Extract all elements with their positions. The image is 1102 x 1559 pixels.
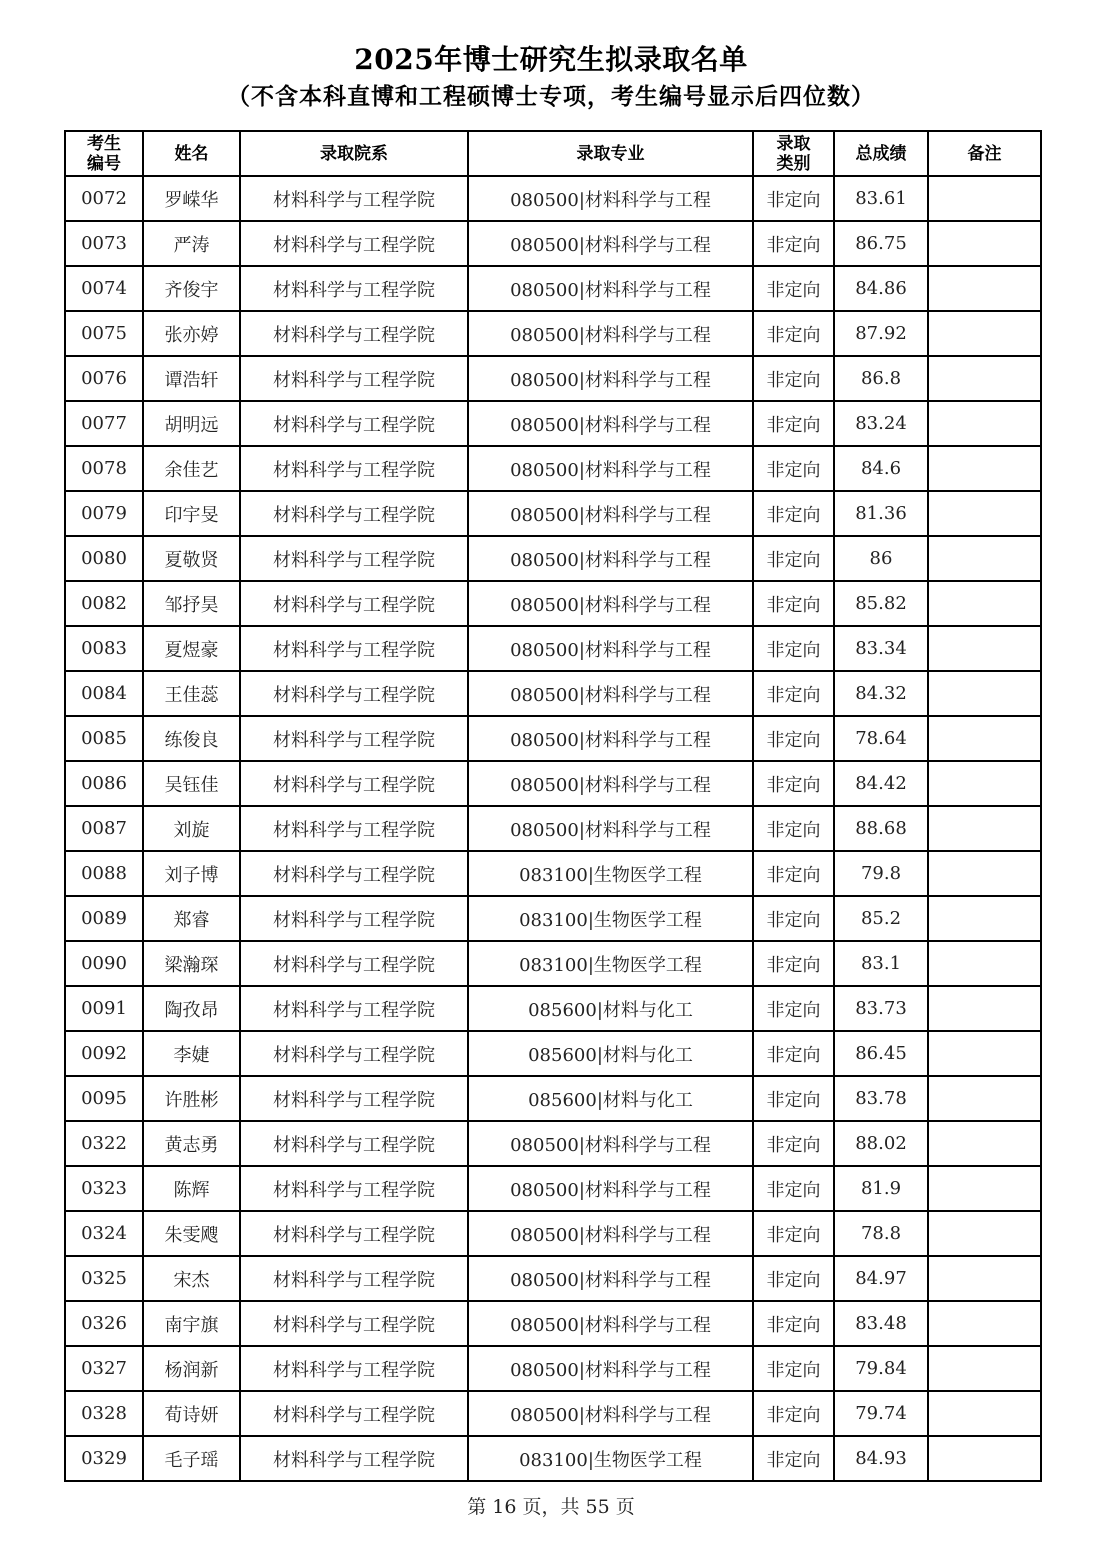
cell-major: 080500|材料科学与工程 (468, 536, 753, 581)
table-body (65, 176, 1041, 1481)
cell-admission-type: 非定向 (753, 266, 834, 311)
cell-name: 荀诗妍 (143, 1391, 240, 1436)
cell-department: 材料科学与工程学院 (240, 221, 468, 266)
cell-candidate-id: 0082 (65, 581, 143, 626)
table-row (65, 896, 1041, 941)
cell-total-score: 83.78 (834, 1076, 928, 1121)
cell-name: 宋杰 (143, 1256, 240, 1301)
cell-major: 080500|材料科学与工程 (468, 176, 753, 221)
cell-name: 陈辉 (143, 1166, 240, 1211)
cell-department: 材料科学与工程学院 (240, 896, 468, 941)
cell-major: 080500|材料科学与工程 (468, 716, 753, 761)
cell-major: 080500|材料科学与工程 (468, 221, 753, 266)
cell-candidate-id: 0322 (65, 1121, 143, 1166)
cell-note (928, 1211, 1041, 1256)
table-row (65, 671, 1041, 716)
cell-total-score: 79.8 (834, 851, 928, 896)
header-total-score: 总成绩 (834, 131, 928, 176)
cell-department: 材料科学与工程学院 (240, 851, 468, 896)
cell-name: 严涛 (143, 221, 240, 266)
cell-name: 练俊良 (143, 716, 240, 761)
cell-total-score: 84.86 (834, 266, 928, 311)
cell-total-score: 83.48 (834, 1301, 928, 1346)
cell-total-score: 86.8 (834, 356, 928, 401)
cell-note (928, 176, 1041, 221)
table-header-row (65, 131, 1041, 176)
cell-candidate-id: 0086 (65, 761, 143, 806)
cell-department: 材料科学与工程学院 (240, 1166, 468, 1211)
cell-candidate-id: 0084 (65, 671, 143, 716)
table-row (65, 806, 1041, 851)
cell-admission-type: 非定向 (753, 356, 834, 401)
cell-candidate-id: 0328 (65, 1391, 143, 1436)
cell-admission-type: 非定向 (753, 1121, 834, 1166)
table-row (65, 1391, 1041, 1436)
cell-total-score: 85.82 (834, 581, 928, 626)
table-row (65, 536, 1041, 581)
table-row (65, 1076, 1041, 1121)
page-footer: 第 16 页，共 55 页 (467, 1496, 635, 1518)
cell-candidate-id: 0083 (65, 626, 143, 671)
table-row (65, 1436, 1041, 1481)
cell-total-score: 81.36 (834, 491, 928, 536)
cell-name: 黄志勇 (143, 1121, 240, 1166)
cell-candidate-id: 0325 (65, 1256, 143, 1301)
cell-name: 刘子博 (143, 851, 240, 896)
cell-total-score: 86.45 (834, 1031, 928, 1076)
cell-note (928, 1391, 1041, 1436)
cell-candidate-id: 0088 (65, 851, 143, 896)
table-row (65, 491, 1041, 536)
cell-department: 材料科学与工程学院 (240, 806, 468, 851)
cell-admission-type: 非定向 (753, 446, 834, 491)
table-row (65, 356, 1041, 401)
table-row (65, 401, 1041, 446)
cell-name: 杨润新 (143, 1346, 240, 1391)
cell-name: 张亦婷 (143, 311, 240, 356)
cell-candidate-id: 0077 (65, 401, 143, 446)
cell-note (928, 626, 1041, 671)
cell-department: 材料科学与工程学院 (240, 761, 468, 806)
cell-candidate-id: 0092 (65, 1031, 143, 1076)
cell-total-score: 88.02 (834, 1121, 928, 1166)
cell-department: 材料科学与工程学院 (240, 356, 468, 401)
cell-name: 吴钰佳 (143, 761, 240, 806)
cell-department: 材料科学与工程学院 (240, 1436, 468, 1481)
cell-department: 材料科学与工程学院 (240, 1301, 468, 1346)
cell-name: 毛子瑶 (143, 1436, 240, 1481)
admission-table (64, 130, 1042, 1482)
table-row (65, 1211, 1041, 1256)
cell-total-score: 84.93 (834, 1436, 928, 1481)
cell-admission-type: 非定向 (753, 221, 834, 266)
cell-admission-type: 非定向 (753, 1166, 834, 1211)
cell-name: 李婕 (143, 1031, 240, 1076)
cell-note (928, 716, 1041, 761)
cell-department: 材料科学与工程学院 (240, 626, 468, 671)
cell-total-score: 79.74 (834, 1391, 928, 1436)
cell-note (928, 491, 1041, 536)
cell-note (928, 941, 1041, 986)
cell-candidate-id: 0073 (65, 221, 143, 266)
cell-department: 材料科学与工程学院 (240, 671, 468, 716)
header-note: 备注 (928, 131, 1041, 176)
cell-department: 材料科学与工程学院 (240, 1076, 468, 1121)
cell-admission-type: 非定向 (753, 1391, 834, 1436)
cell-major: 080500|材料科学与工程 (468, 1301, 753, 1346)
cell-name: 梁瀚琛 (143, 941, 240, 986)
cell-note (928, 1031, 1041, 1076)
cell-major: 080500|材料科学与工程 (468, 1166, 753, 1211)
cell-candidate-id: 0085 (65, 716, 143, 761)
cell-total-score: 83.73 (834, 986, 928, 1031)
cell-major: 080500|材料科学与工程 (468, 671, 753, 716)
table-row (65, 626, 1041, 671)
cell-department: 材料科学与工程学院 (240, 1211, 468, 1256)
page-title: 2025年博士研究生拟录取名单 (354, 43, 748, 76)
cell-major: 080500|材料科学与工程 (468, 491, 753, 536)
cell-note (928, 1121, 1041, 1166)
cell-name: 王佳蕊 (143, 671, 240, 716)
cell-candidate-id: 0324 (65, 1211, 143, 1256)
cell-total-score: 83.1 (834, 941, 928, 986)
cell-admission-type: 非定向 (753, 716, 834, 761)
cell-admission-type: 非定向 (753, 1031, 834, 1076)
cell-note (928, 311, 1041, 356)
table-row (65, 581, 1041, 626)
cell-candidate-id: 0089 (65, 896, 143, 941)
cell-department: 材料科学与工程学院 (240, 1121, 468, 1166)
table-row (65, 446, 1041, 491)
cell-candidate-id: 0074 (65, 266, 143, 311)
cell-major: 080500|材料科学与工程 (468, 401, 753, 446)
cell-note (928, 1076, 1041, 1121)
cell-note (928, 806, 1041, 851)
cell-total-score: 84.6 (834, 446, 928, 491)
cell-department: 材料科学与工程学院 (240, 941, 468, 986)
cell-candidate-id: 0079 (65, 491, 143, 536)
cell-candidate-id: 0075 (65, 311, 143, 356)
cell-major: 080500|材料科学与工程 (468, 311, 753, 356)
table-row (65, 176, 1041, 221)
cell-admission-type: 非定向 (753, 1076, 834, 1121)
cell-department: 材料科学与工程学院 (240, 1346, 468, 1391)
cell-candidate-id: 0076 (65, 356, 143, 401)
cell-major: 083100|生物医学工程 (468, 1436, 753, 1481)
cell-admission-type: 非定向 (753, 581, 834, 626)
cell-department: 材料科学与工程学院 (240, 1391, 468, 1436)
cell-department: 材料科学与工程学院 (240, 716, 468, 761)
cell-name: 罗嵘华 (143, 176, 240, 221)
table-row (65, 761, 1041, 806)
cell-name: 邹抒昊 (143, 581, 240, 626)
cell-admission-type: 非定向 (753, 1256, 834, 1301)
cell-candidate-id: 0326 (65, 1301, 143, 1346)
table-row (65, 851, 1041, 896)
cell-name: 印宇旻 (143, 491, 240, 536)
table-row (65, 941, 1041, 986)
cell-note (928, 671, 1041, 716)
cell-candidate-id: 0095 (65, 1076, 143, 1121)
cell-note (928, 851, 1041, 896)
cell-major: 080500|材料科学与工程 (468, 356, 753, 401)
header-admission-type: 录取 类别 (753, 131, 834, 176)
cell-admission-type: 非定向 (753, 896, 834, 941)
cell-admission-type: 非定向 (753, 311, 834, 356)
cell-name: 陶孜昂 (143, 986, 240, 1031)
cell-total-score: 83.24 (834, 401, 928, 446)
cell-major: 083100|生物医学工程 (468, 941, 753, 986)
cell-admission-type: 非定向 (753, 536, 834, 581)
cell-name: 郑睿 (143, 896, 240, 941)
cell-admission-type: 非定向 (753, 851, 834, 896)
cell-major: 080500|材料科学与工程 (468, 1346, 753, 1391)
cell-note (928, 1256, 1041, 1301)
cell-admission-type: 非定向 (753, 941, 834, 986)
cell-name: 谭浩轩 (143, 356, 240, 401)
cell-major: 080500|材料科学与工程 (468, 1211, 753, 1256)
cell-note (928, 536, 1041, 581)
cell-department: 材料科学与工程学院 (240, 1031, 468, 1076)
cell-name: 刘旋 (143, 806, 240, 851)
cell-major: 080500|材料科学与工程 (468, 446, 753, 491)
cell-name: 齐俊宇 (143, 266, 240, 311)
cell-note (928, 1346, 1041, 1391)
cell-major: 080500|材料科学与工程 (468, 1391, 753, 1436)
cell-total-score: 86.75 (834, 221, 928, 266)
cell-total-score: 87.92 (834, 311, 928, 356)
cell-major: 080500|材料科学与工程 (468, 761, 753, 806)
cell-major: 083100|生物医学工程 (468, 851, 753, 896)
cell-admission-type: 非定向 (753, 491, 834, 536)
cell-admission-type: 非定向 (753, 671, 834, 716)
cell-total-score: 84.97 (834, 1256, 928, 1301)
cell-admission-type: 非定向 (753, 986, 834, 1031)
cell-total-score: 78.64 (834, 716, 928, 761)
cell-department: 材料科学与工程学院 (240, 536, 468, 581)
table-row (65, 1256, 1041, 1301)
cell-admission-type: 非定向 (753, 401, 834, 446)
cell-total-score: 79.84 (834, 1346, 928, 1391)
cell-admission-type: 非定向 (753, 761, 834, 806)
cell-candidate-id: 0091 (65, 986, 143, 1031)
cell-total-score: 85.2 (834, 896, 928, 941)
cell-department: 材料科学与工程学院 (240, 401, 468, 446)
cell-total-score: 86 (834, 536, 928, 581)
cell-note (928, 761, 1041, 806)
header-name: 姓名 (143, 131, 240, 176)
table-row (65, 1031, 1041, 1076)
page-subtitle: （不含本科直博和工程硕博士专项，考生编号显示后四位数） (227, 83, 875, 110)
cell-name: 胡明远 (143, 401, 240, 446)
cell-candidate-id: 0080 (65, 536, 143, 581)
cell-major: 080500|材料科学与工程 (468, 1256, 753, 1301)
header-major: 录取专业 (468, 131, 753, 176)
cell-note (928, 446, 1041, 491)
table-row (65, 1121, 1041, 1166)
table-row (65, 1346, 1041, 1391)
cell-note (928, 1436, 1041, 1481)
cell-admission-type: 非定向 (753, 176, 834, 221)
cell-major: 080500|材料科学与工程 (468, 806, 753, 851)
cell-total-score: 83.34 (834, 626, 928, 671)
cell-total-score: 84.42 (834, 761, 928, 806)
cell-major: 080500|材料科学与工程 (468, 626, 753, 671)
cell-major: 085600|材料与化工 (468, 1076, 753, 1121)
cell-note (928, 1301, 1041, 1346)
cell-department: 材料科学与工程学院 (240, 581, 468, 626)
cell-department: 材料科学与工程学院 (240, 176, 468, 221)
cell-note (928, 896, 1041, 941)
cell-candidate-id: 0078 (65, 446, 143, 491)
cell-candidate-id: 0327 (65, 1346, 143, 1391)
cell-name: 余佳艺 (143, 446, 240, 491)
cell-note (928, 1166, 1041, 1211)
cell-candidate-id: 0090 (65, 941, 143, 986)
cell-department: 材料科学与工程学院 (240, 491, 468, 536)
cell-major: 080500|材料科学与工程 (468, 266, 753, 311)
cell-total-score: 84.32 (834, 671, 928, 716)
table-row (65, 986, 1041, 1031)
table-row (65, 311, 1041, 356)
cell-department: 材料科学与工程学院 (240, 311, 468, 356)
cell-candidate-id: 0072 (65, 176, 143, 221)
cell-note (928, 581, 1041, 626)
cell-name: 朱雯飕 (143, 1211, 240, 1256)
table-row (65, 1166, 1041, 1211)
cell-total-score: 83.61 (834, 176, 928, 221)
cell-total-score: 78.8 (834, 1211, 928, 1256)
table-row (65, 1301, 1041, 1346)
cell-department: 材料科学与工程学院 (240, 266, 468, 311)
cell-note (928, 401, 1041, 446)
cell-total-score: 88.68 (834, 806, 928, 851)
cell-admission-type: 非定向 (753, 806, 834, 851)
cell-major: 083100|生物医学工程 (468, 896, 753, 941)
cell-note (928, 356, 1041, 401)
table-row (65, 221, 1041, 266)
cell-total-score: 81.9 (834, 1166, 928, 1211)
cell-note (928, 221, 1041, 266)
cell-candidate-id: 0329 (65, 1436, 143, 1481)
cell-major: 085600|材料与化工 (468, 986, 753, 1031)
cell-department: 材料科学与工程学院 (240, 446, 468, 491)
cell-candidate-id: 0087 (65, 806, 143, 851)
table-row (65, 716, 1041, 761)
cell-note (928, 266, 1041, 311)
cell-admission-type: 非定向 (753, 1211, 834, 1256)
header-department: 录取院系 (240, 131, 468, 176)
cell-admission-type: 非定向 (753, 626, 834, 671)
cell-name: 许胜彬 (143, 1076, 240, 1121)
cell-department: 材料科学与工程学院 (240, 986, 468, 1031)
cell-major: 080500|材料科学与工程 (468, 1121, 753, 1166)
cell-name: 南宇旗 (143, 1301, 240, 1346)
cell-department: 材料科学与工程学院 (240, 1256, 468, 1301)
cell-note (928, 986, 1041, 1031)
cell-major: 085600|材料与化工 (468, 1031, 753, 1076)
table-row (65, 266, 1041, 311)
cell-name: 夏敬贤 (143, 536, 240, 581)
header-candidate-id: 考生 编号 (65, 131, 143, 176)
cell-name: 夏煜豪 (143, 626, 240, 671)
cell-candidate-id: 0323 (65, 1166, 143, 1211)
cell-admission-type: 非定向 (753, 1346, 834, 1391)
cell-admission-type: 非定向 (753, 1301, 834, 1346)
cell-admission-type: 非定向 (753, 1436, 834, 1481)
cell-major: 080500|材料科学与工程 (468, 581, 753, 626)
